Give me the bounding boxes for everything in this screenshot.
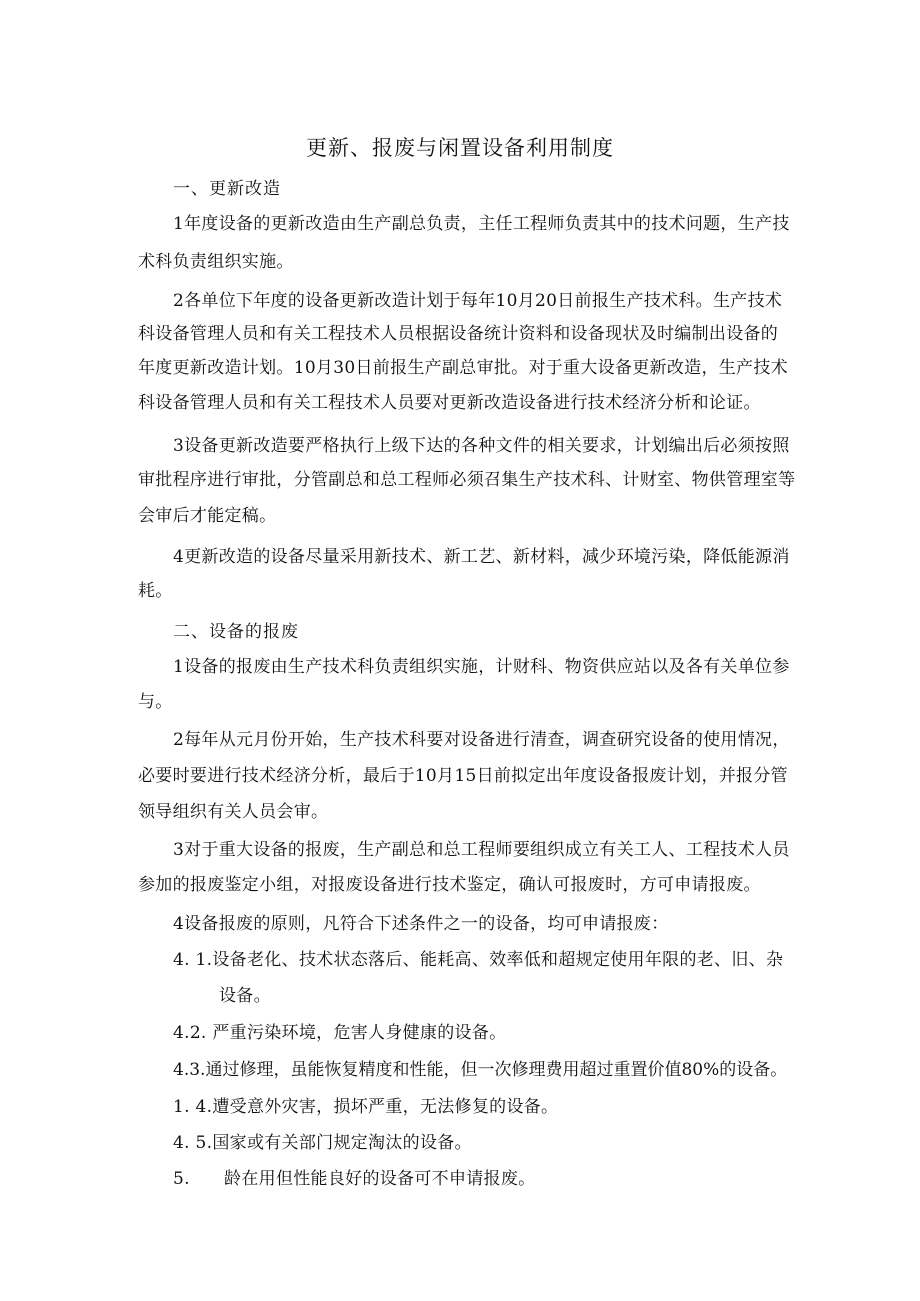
list-item: 4. 5.国家或有关部门规定淘汰的设备。 — [173, 1133, 472, 1153]
paragraph-line: 领导组织有关人员会审。 — [138, 802, 329, 822]
paragraph-line: 科设备管理人员和有关工程技术人员根据设备统计资料和设备现状及时编制出设备的 — [138, 324, 779, 344]
section-heading-scrapping: 二、设备的报废 — [173, 622, 299, 642]
paragraph-line: 年度更新改造计划。10月30日前报生产副总审批。对于重大设备更新改造，生产技术 — [138, 358, 788, 378]
section-heading-renewal: 一、更新改造 — [173, 179, 281, 199]
paragraph-line: 术科负责组织实施。 — [138, 252, 294, 272]
paragraph-line: 科设备管理人员和有关工程技术人员要对更新改造设备进行技术经济分析和论证。 — [138, 393, 761, 413]
document-title: 更新、报废与闲置设备利用制度 — [306, 136, 614, 160]
paragraph-line: 1年度设备的更新改造由生产副总负责，主任工程师负责其中的技术问题，生产技 — [173, 214, 790, 234]
list-item: 4.3.通过修理，虽能恢复精度和性能，但一次修理费用超过重置价值80%的设备。 — [173, 1060, 788, 1080]
paragraph-line: 必要时要进行技术经济分析，最后于10月15日前拟定出年度设备报废计划，并报分管 — [138, 766, 788, 786]
paragraph-line: 1设备的报废由生产技术科负责组织实施，计财科、物资供应站以及各有关单位参 — [173, 657, 790, 677]
paragraph-line: 3设备更新改造要严格执行上级下达的各种文件的相关要求，计划编出后必须按照 — [173, 436, 790, 456]
paragraph-line: 2每年从元月份开始，生产技术科要对设备进行清查，调查研究设备的使用情况， — [173, 730, 790, 750]
list-item: 5. 龄在用但性能良好的设备可不申请报废。 — [173, 1169, 536, 1189]
paragraph-line: 耗。 — [138, 581, 173, 601]
list-item: 1. 4.遭受意外灾害，损坏严重，无法修复的设备。 — [173, 1097, 559, 1117]
paragraph-line: 4更新改造的设备尽量采用新技术、新工艺、新材料，减少环境污染，降低能源消 — [173, 547, 790, 567]
paragraph-line: 参加的报废鉴定小组，对报废设备进行技术鉴定，确认可报废时，方可申请报废。 — [138, 875, 761, 895]
paragraph-line: 3对于重大设备的报废，生产副总和总工程师要组织成立有关工人、工程技术人员 — [173, 840, 790, 860]
paragraph-line: 2各单位下年度的设备更新改造计划于每年10月20日前报生产技术科。生产技术 — [173, 291, 783, 311]
paragraph-line: 4设备报废的原则，凡符合下述条件之一的设备，均可申请报废： — [173, 914, 669, 934]
list-item-continuation: 设备。 — [219, 986, 271, 1006]
paragraph-line: 审批程序进行审批，分管副总和总工程师必须召集生产技术科、计财室、物供管理室等 — [138, 470, 796, 490]
paragraph-line: 与。 — [138, 692, 173, 712]
list-item: 4. 1.设备老化、技术状态落后、能耗高、效率低和超规定使用年限的老、旧、杂 — [173, 950, 784, 970]
list-item: 4.2. 严重污染环境，危害人身健康的设备。 — [173, 1023, 507, 1043]
paragraph-line: 会审后才能定稿。 — [138, 506, 277, 526]
